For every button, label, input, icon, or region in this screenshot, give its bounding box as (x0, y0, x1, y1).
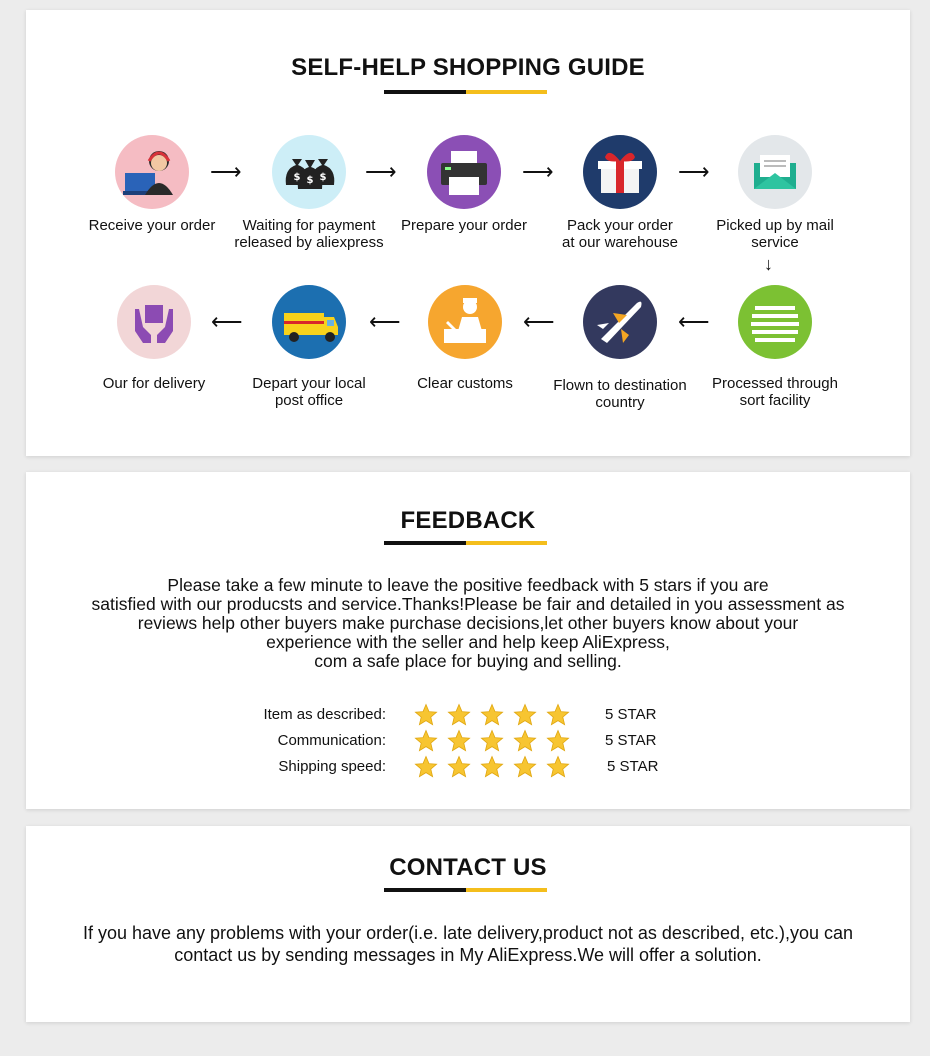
shopping-guide-title: SELF-HELP SHOPPING GUIDE (291, 54, 645, 81)
shopping-guide-section (26, 10, 910, 456)
feedback-line: satisfied with our producsts and service.Thanks!Please be fair and detailed in you assessment as (91, 594, 845, 614)
arrow-left-icon: ⟵ (678, 309, 710, 334)
step-label: Clear customs (417, 375, 513, 392)
rating-value: 5 STAR (605, 706, 657, 723)
contact-section (26, 826, 910, 1022)
rating-row-communication (216, 729, 716, 753)
svg-text:$: $ (306, 175, 314, 186)
airplane-icon (583, 285, 657, 359)
step-label: Our for delivery (102, 375, 206, 392)
step-label: Waiting for payment (242, 217, 376, 234)
title-underline (384, 90, 547, 94)
step-sublabel: released by aliexpress (234, 234, 384, 251)
star-icon (414, 729, 438, 753)
sort-lines-icon (738, 285, 812, 359)
star-icon (447, 703, 471, 727)
svg-text:$: $ (293, 172, 301, 183)
contact-text (26, 922, 910, 966)
customs-officer-icon (428, 285, 502, 359)
rating-label: Communication: (277, 732, 386, 749)
step-label: Depart your local (252, 375, 366, 392)
gift-box-icon (583, 135, 657, 209)
feedback-line: Please take a few minute to leave the positive feedback with 5 stars if you are (167, 575, 769, 595)
rating-value: 5 STAR (607, 758, 659, 775)
step-waiting-payment (234, 135, 384, 251)
arrow-left-icon: ⟵ (369, 309, 401, 334)
hands-package-icon (117, 285, 191, 359)
star-icon (480, 703, 504, 727)
svg-text:$: $ (319, 172, 327, 183)
star-icon (480, 729, 504, 753)
star-icon (414, 703, 438, 727)
customer-service-icon (115, 135, 189, 209)
star-icon (414, 755, 438, 779)
arrow-right-icon: ⟶ (678, 159, 710, 184)
star-icon (480, 755, 504, 779)
star-rating (414, 729, 579, 753)
step-sublabel: sort facility (739, 392, 811, 409)
contact-title: CONTACT US (389, 854, 547, 881)
step-pack-order (545, 135, 695, 251)
arrow-right-icon: ⟶ (522, 159, 554, 184)
star-icon (546, 703, 570, 727)
step-label: Picked up by mail (716, 217, 834, 234)
rating-row-shipping-speed (216, 755, 716, 779)
step-label: Processed through (712, 375, 838, 392)
title-underline (384, 888, 547, 892)
star-icon (513, 755, 537, 779)
step-label: Receive your order (88, 217, 216, 234)
star-icon (447, 729, 471, 753)
feedback-line: reviews help other buyers make purchase decisions,let other buyers know about your (137, 613, 799, 633)
arrow-left-icon: ⟵ (211, 309, 243, 334)
step-label: Pack your order (567, 217, 673, 234)
title-underline (384, 541, 547, 545)
rating-value: 5 STAR (605, 732, 657, 749)
step-depart-post-office (234, 285, 384, 409)
star-icon (513, 703, 537, 727)
star-rating (414, 703, 579, 727)
arrow-right-icon: ⟶ (365, 159, 397, 184)
star-icon (447, 755, 471, 779)
arrow-down-icon: ↓ (764, 254, 773, 274)
contact-line: contact us by sending messages in My AliExpress.We will offer a solution. (174, 945, 762, 965)
step-label: Prepare your order (401, 217, 527, 234)
star-icon (513, 729, 537, 753)
arrow-left-icon: ⟵ (523, 309, 555, 334)
step-out-for-delivery (79, 285, 229, 392)
mail-envelope-icon (738, 135, 812, 209)
step-prepare-order (389, 135, 539, 234)
feedback-title: FEEDBACK (400, 507, 536, 534)
feedback-section (26, 472, 910, 809)
step-sublabel: at our warehouse (562, 234, 678, 251)
step-sublabel: service (751, 234, 799, 251)
step-receive-order (77, 135, 227, 234)
money-bags-icon (272, 135, 346, 209)
step-flown-destination (545, 285, 695, 411)
arrow-right-icon: ⟶ (210, 159, 242, 184)
rating-row-item-described (216, 703, 716, 727)
feedback-line: com a safe place for buying and selling. (314, 651, 622, 671)
rating-label: Shipping speed: (278, 758, 386, 775)
step-clear-customs (390, 285, 540, 392)
step-sublabel: country (595, 394, 645, 411)
printer-icon (427, 135, 501, 209)
step-picked-up-mail (700, 135, 850, 251)
delivery-truck-icon (272, 285, 346, 359)
step-sort-facility (700, 285, 850, 409)
contact-line: If you have any problems with your order(i.e. late delivery,product not as described, etc.),you can (82, 923, 854, 943)
step-label: Flown to destination (553, 377, 687, 394)
step-sublabel: post office (274, 392, 344, 409)
rating-label: Item as described: (263, 706, 386, 723)
star-icon (546, 729, 570, 753)
feedback-line: experience with the seller and help keep AliExpress, (266, 632, 670, 652)
star-rating (414, 755, 579, 779)
star-icon (546, 755, 570, 779)
feedback-text (26, 576, 910, 671)
